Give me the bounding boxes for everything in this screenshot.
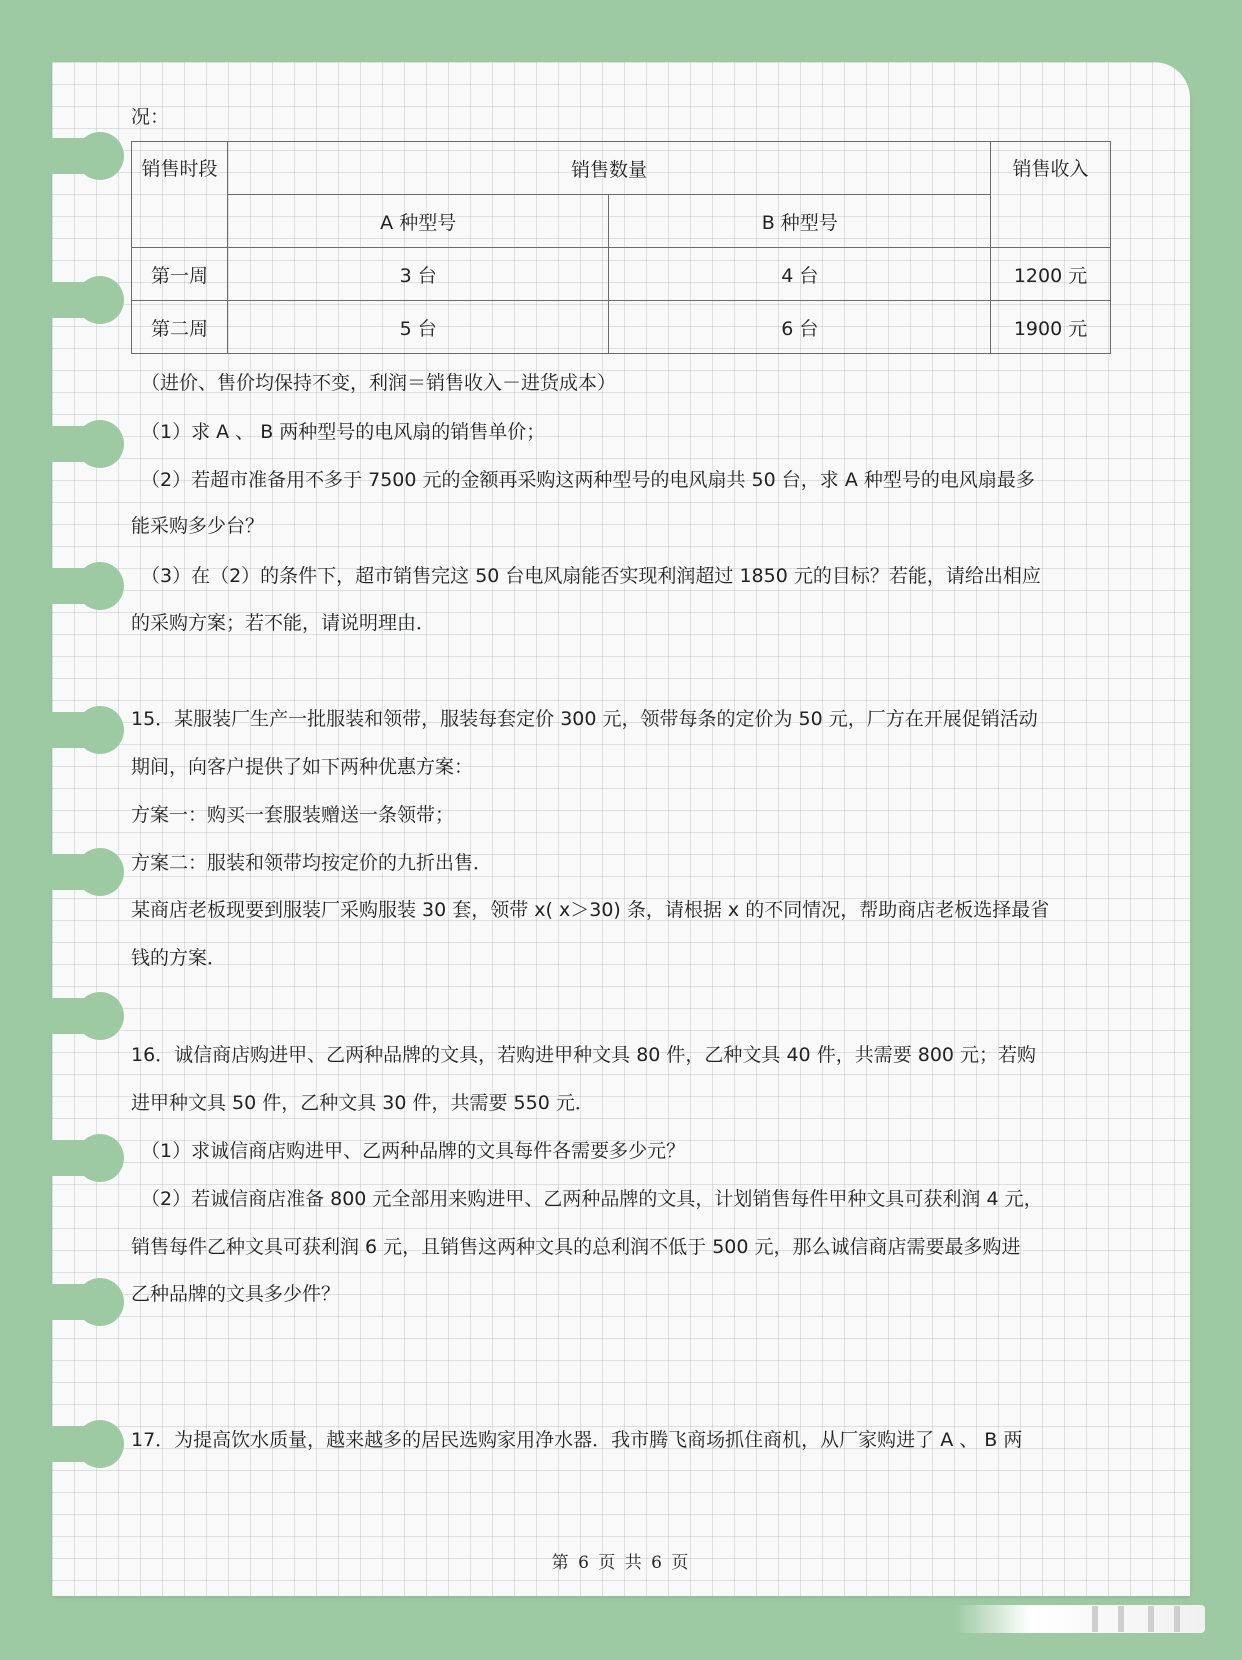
page-footer: 第 6 页 共 6 页 (551, 1553, 691, 1573)
cell-income: 1900 元 (991, 301, 1111, 354)
table-row (132, 248, 1111, 301)
pencil-decoration (1092, 1606, 1098, 1632)
cell-type-b: 6 台 (609, 301, 991, 354)
q16-line: （2）若诚信商店准备 800 元全部用来购进甲、乙两种品牌的文具，计划销售每件甲种文具可获利润 4 元， (141, 1188, 1043, 1210)
q14-part2: （2）若超市准备用不多于 7500 元的金额再采购这两种型号的电风扇共 50 台，求 A 种型号的电风扇最多 (141, 469, 1035, 491)
sales-table (131, 141, 1111, 354)
cell-income: 1200 元 (991, 248, 1111, 301)
header-quantity: 销售数量 (227, 142, 990, 195)
binder-hole (76, 706, 124, 754)
cell-period: 第二周 (132, 301, 228, 354)
q15-line: 15．某服装厂生产一批服装和领带，服装每套定价 300 元，领带每条的定价为 50 元，厂方在开展促销活动 (131, 708, 1038, 730)
binder-hole (76, 276, 124, 324)
q16-line: 乙种品牌的文具多少件？ (131, 1283, 341, 1305)
binder-hole (76, 420, 124, 468)
table-row (132, 301, 1111, 354)
header-type-a: A 种型号 (227, 195, 609, 248)
pencil-decoration (1118, 1606, 1124, 1632)
q14-note: （进价、售价均保持不变，利润＝销售收入－进货成本） (141, 372, 617, 394)
binder-hole (76, 848, 124, 896)
pencil-decoration (955, 1605, 1205, 1633)
cell-type-b: 4 台 (609, 248, 991, 301)
pencil-decoration (1174, 1606, 1180, 1632)
binder-hole (76, 1134, 124, 1182)
q14-part3-cont: 的采购方案；若不能，请说明理由． (131, 612, 436, 634)
q15-line: 某商店老板现要到服装厂采购服装 30 套，领带 x( x＞30) 条，请根据 x 的不同情况，帮助商店老板选择最省 (131, 899, 1050, 921)
binder-hole (76, 132, 124, 180)
q14-part1: （1）求 A 、 B 两种型号的电风扇的销售单价； (141, 421, 546, 443)
q16-line: 16．诚信商店购进甲、乙两种品牌的文具，若购进甲种文具 80 件，乙种文具 40 件，共需要 800 元；若购 (131, 1044, 1037, 1066)
q16-line: 进甲种文具 50 件，乙种文具 30 件，共需要 550 元． (131, 1092, 594, 1114)
cell-type-a: 5 台 (227, 301, 609, 354)
q15-line: 期间，向客户提供了如下两种优惠方案： (131, 756, 474, 778)
cell-type-a: 3 台 (227, 248, 609, 301)
header-type-b: B 种型号 (609, 195, 991, 248)
header-period: 销售时段 (132, 142, 228, 248)
header-income: 销售收入 (991, 142, 1111, 248)
binder-hole (76, 1420, 124, 1468)
q17-line: 17．为提高饮水质量，越来越多的居民选购家用净水器．我市腾飞商场抓住商机，从厂家购进了 A 、 B 两 (131, 1429, 1023, 1451)
binder-hole (76, 992, 124, 1040)
q16-line: 销售每件乙种文具可获利润 6 元，且销售这两种文具的总利润不低于 500 元，那么诚信商店需要最多购进 (131, 1236, 1021, 1258)
pencil-decoration (1148, 1606, 1154, 1632)
q15-line: 方案一：购买一套服装赠送一条领带； (131, 804, 455, 826)
q16-line: （1）求诚信商店购进甲、乙两种品牌的文具每件各需要多少元？ (141, 1140, 686, 1162)
q15-line: 方案二：服装和领带均按定价的九折出售． (131, 852, 493, 874)
q14-part3: （3）在（2）的条件下，超市销售完这 50 台电风扇能否实现利润超过 1850 元的目标？若能，请给出相应 (141, 565, 1041, 587)
binder-hole (76, 562, 124, 610)
binder-hole (76, 1278, 124, 1326)
q14-part2-cont: 能采购多少台？ (131, 515, 265, 537)
q15-line: 钱的方案． (131, 947, 227, 969)
intro-text: 况： (131, 106, 170, 128)
cell-period: 第一周 (132, 248, 228, 301)
